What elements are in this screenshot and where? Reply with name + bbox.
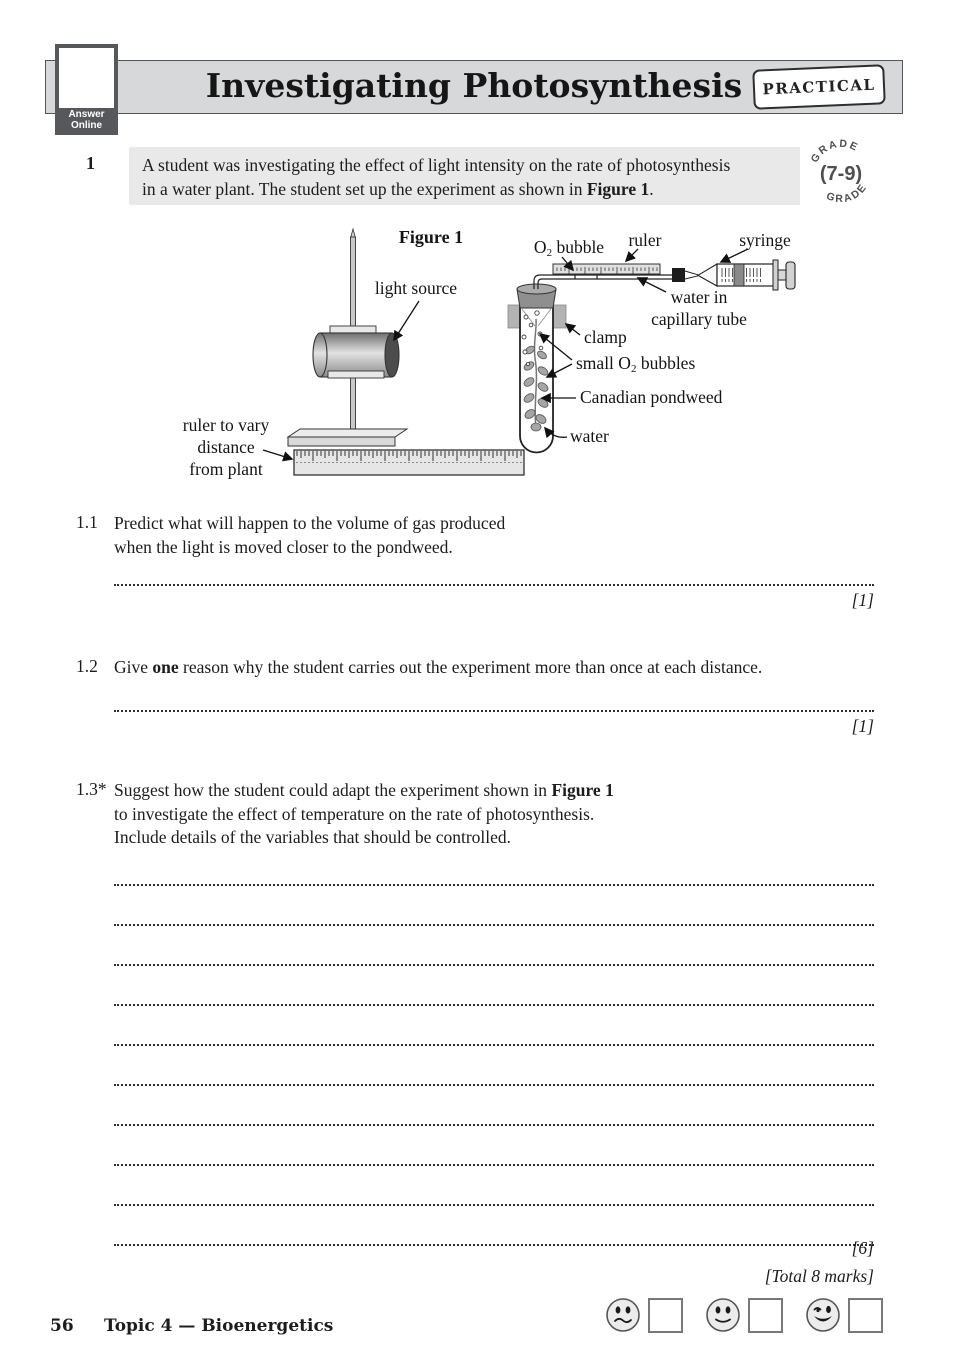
answer-line xyxy=(114,966,874,1006)
label-o2-bubble: O2 bubble xyxy=(533,237,605,259)
grade-value: (7-9) xyxy=(819,163,863,185)
sad-face-icon xyxy=(604,1296,642,1334)
answer-lines-1-3 xyxy=(114,846,874,1246)
rating-checkbox-ok xyxy=(748,1298,783,1333)
marks-1-2: [1] xyxy=(851,716,874,736)
question-intro-line2: in a water plant. The student set up the experiment as shown in Figure 1. xyxy=(142,178,654,199)
answer-line-1-2 xyxy=(114,694,874,712)
page-title: Investigating Photosynthesis xyxy=(205,66,743,105)
syringe xyxy=(672,260,795,290)
qr-code-placeholder xyxy=(59,48,114,108)
question-number: 1 xyxy=(86,153,95,173)
label-ruler: ruler xyxy=(628,230,662,250)
rating-group-hard xyxy=(604,1296,683,1334)
figure-title: Figure 1 xyxy=(398,227,464,247)
label-water: water xyxy=(570,426,609,446)
answer-online-label: Answer Online xyxy=(68,109,105,131)
practical-badge-label: PRACTICAL xyxy=(762,75,876,99)
question-intro-box xyxy=(129,147,800,205)
marks-1-1: [1] xyxy=(851,590,874,610)
rating-group-ok xyxy=(704,1296,783,1334)
happy-face-icon xyxy=(804,1296,842,1334)
subquestion-1-3-text: Suggest how the student could adapt the experiment shown in Figure 1 to investigate the effect of temperature on the rate of photosynthesis. Include details of the variables that should be controlled. xyxy=(114,780,614,847)
bung xyxy=(517,284,556,308)
answer-line xyxy=(114,886,874,926)
light-source-lamp xyxy=(288,229,407,446)
answer-line xyxy=(114,1006,874,1046)
label-canadian-pondweed: Canadian pondweed xyxy=(580,387,723,407)
practical-badge xyxy=(752,64,886,109)
subquestion-1-1-number: 1.1 xyxy=(76,512,98,532)
figure-1-diagram xyxy=(168,222,868,480)
answer-line xyxy=(114,1086,874,1126)
label-vary-ruler-3: from plant xyxy=(189,459,263,479)
marks-1-3: [6] xyxy=(851,1238,874,1258)
neutral-face-icon xyxy=(704,1296,742,1334)
label-water-in: water in xyxy=(670,287,728,307)
label-syringe: syringe xyxy=(739,230,791,250)
label-vary-ruler-1: ruler to vary xyxy=(182,415,270,435)
label-light-source: light source xyxy=(374,278,458,298)
label-capillary-tube: capillary tube xyxy=(651,309,747,329)
svg-text:GRADE: GRADE xyxy=(824,180,870,206)
answer-line xyxy=(114,1046,874,1086)
answer-online-tab xyxy=(55,44,118,135)
label-vary-ruler-2: distance xyxy=(197,437,255,457)
topic-label: Topic 4 — Bioenergetics xyxy=(104,1316,334,1336)
page-number: 56 xyxy=(50,1316,74,1336)
subquestion-1-1-text: Predict what will happen to the volume of gas produced when the light is moved closer to the pondweed. xyxy=(114,513,506,557)
rating-checkbox-easy xyxy=(848,1298,883,1333)
label-clamp: clamp xyxy=(584,327,627,347)
distance-ruler xyxy=(294,450,524,475)
svg-text:GRADE: GRADE xyxy=(808,137,861,165)
answer-line xyxy=(114,1126,874,1166)
rating-group-easy xyxy=(804,1296,883,1334)
rating-checkbox-hard xyxy=(648,1298,683,1333)
total-marks: [Total 8 marks] xyxy=(764,1266,874,1286)
answer-line xyxy=(114,1166,874,1206)
answer-line-1-1 xyxy=(114,568,874,586)
subquestion-1-2-text: Give one reason why the student carries out the experiment more than once at each distance. xyxy=(114,657,763,677)
question-intro-line1: A student was investigating the effect of light intensity on the rate of photosynthesis xyxy=(142,155,731,175)
grade-badge xyxy=(804,136,878,210)
answer-line xyxy=(114,926,874,966)
answer-line xyxy=(114,846,874,886)
label-small-o2-bubbles: small O2 bubbles xyxy=(576,353,696,375)
subquestion-1-2-number: 1.2 xyxy=(76,656,98,676)
subquestion-1-3-number: 1.3* xyxy=(76,779,107,799)
